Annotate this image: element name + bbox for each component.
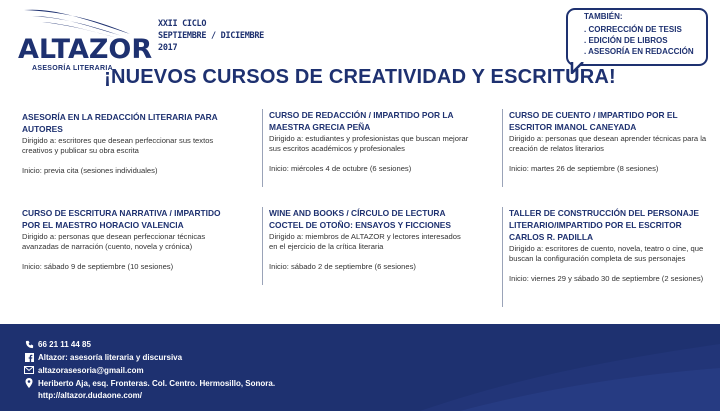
contact-phone[interactable] <box>24 339 91 349</box>
course-title: CURSO DE ESCRITURA NARRATIVA / IMPARTIDO POR EL MAESTRO HORACIO VALENCIA <box>22 208 221 230</box>
course-title: CURSO DE CUENTO / IMPARTIDO POR EL ESCRITOR IMANOL CANEYADA <box>509 110 678 132</box>
facebook-page: Altazor: asesoría literaria y discursiva <box>38 352 183 362</box>
course-audience: Dirigido a: personas que desean perfeccionar técnicas avanzadas de narración (cuento, novela y crónica) <box>22 232 206 251</box>
course-title: TALLER DE CONSTRUCCIÓN DEL PERSONAJE LITERARIO/IMPARTIDO POR EL ESCRITOR CARLOS R. PADILLA <box>509 208 700 242</box>
website-link[interactable]: http://altazor.dudaone.com/ <box>38 391 143 400</box>
also-services-title: TAMBIÉN: <box>584 12 623 21</box>
course-card <box>16 111 224 176</box>
course-card <box>502 109 710 187</box>
brand-subtitle: ASESORÍA LITERARIA <box>32 65 113 72</box>
decorative-waves <box>420 324 720 411</box>
course-card <box>16 207 224 272</box>
phone-number: 66 21 11 44 85 <box>38 339 91 349</box>
cycle-line-2: SEPTIEMBRE / DICIEMBRE <box>158 31 264 41</box>
course-start: Inicio: sábado 2 de septiembre (6 sesiones) <box>269 262 416 271</box>
brand-name: ALTAZOR <box>18 34 153 65</box>
also-service-item: . EDICIÓN DE LIBROS <box>584 36 668 45</box>
phone-icon <box>24 339 34 349</box>
course-start: Inicio: miércoles 4 de octubre (6 sesiones) <box>269 164 412 173</box>
course-start: Inicio: martes 26 de septiembre (8 sesiones) <box>509 164 659 173</box>
course-start: Inicio: viernes 29 y sábado 30 de septiembre (2 sesiones) <box>509 274 704 283</box>
course-audience: Dirigido a: escritores de cuento, novela, teatro o cine, que buscan la configuración completa de sus personajes <box>509 244 704 263</box>
location-pin-icon <box>24 378 34 388</box>
contact-email[interactable] <box>24 365 144 375</box>
also-service-item: . ASESORÍA EN REDACCIÓN <box>584 47 694 56</box>
course-card <box>262 109 470 187</box>
contact-facebook[interactable] <box>24 352 182 362</box>
course-start: Inicio: sábado 9 de septiembre (10 sesiones) <box>22 262 174 271</box>
course-title: CURSO DE REDACCIÓN / IMPARTIDO POR LA MAESTRA GRECIA PEÑA <box>269 110 454 132</box>
course-audience: Dirigido a: estudiantes y profesionistas que buscan mejorar sus escritos académicos y profesionales <box>269 134 469 153</box>
street-address: Heriberto Aja, esq. Fronteras. Col. Centro. Hermosillo, Sonora. <box>38 378 276 388</box>
altazor-logo[interactable] <box>18 4 153 74</box>
course-audience: Dirigido a: personas que desean aprender técnicas para la creación de relatos literarios <box>509 134 707 153</box>
cycle-line-1: XXII CICLO <box>158 19 207 29</box>
course-title: WINE AND BOOKS / CÍRCULO DE LECTURA COCTEL DE OTOÑO: ENSAYOS Y FICCIONES <box>269 208 451 230</box>
course-title: ASESORÍA EN LA REDACCIÓN LITERARIA PARA AUTORES <box>22 112 218 134</box>
page-headline: ¡NUEVOS CURSOS DE CREATIVIDAD Y ESCRITURA! <box>104 66 616 88</box>
course-card <box>502 207 710 307</box>
also-service-item: . CORRECCIÓN DE TESIS <box>584 25 682 34</box>
wing-swoosh-icon <box>22 4 132 38</box>
facebook-icon <box>24 352 34 362</box>
contact-website[interactable] <box>38 391 142 400</box>
course-audience: Dirigido a: escritores que desean perfeccionar sus textos creativos y publicar su obra escrita <box>22 136 214 155</box>
also-services-list <box>584 24 694 57</box>
cycle-info <box>158 18 264 54</box>
course-audience: Dirigido a: miembros de ALTAZOR y lectores interesados en el ejercicio de la crítica literaria <box>269 232 461 251</box>
course-card <box>262 207 470 285</box>
course-start: Inicio: previa cita (sesiones individuales) <box>22 166 158 175</box>
email-address: altazorasesoria@gmail.com <box>38 365 144 375</box>
mail-icon <box>24 365 34 375</box>
contact-address <box>24 378 275 388</box>
cycle-line-3: 2017 <box>158 43 178 53</box>
